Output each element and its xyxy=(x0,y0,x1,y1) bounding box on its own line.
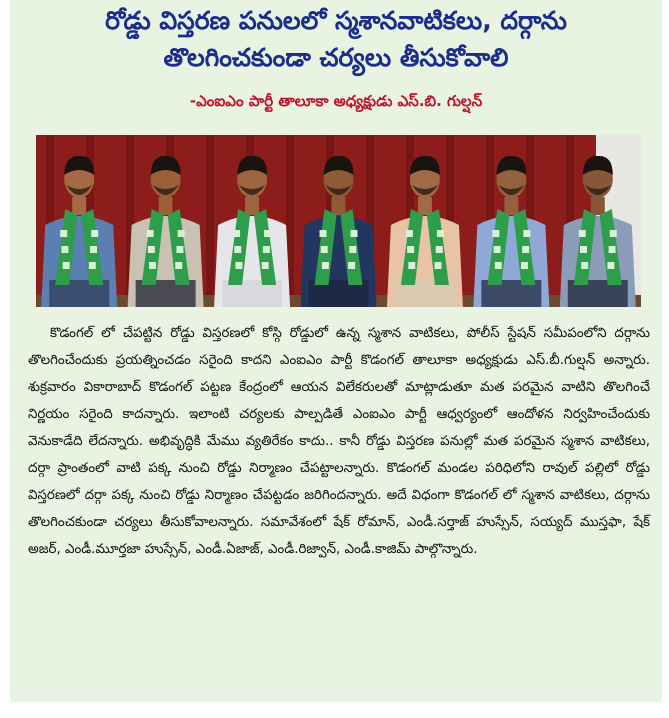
person-6-scarf-emblem xyxy=(523,230,530,237)
person-2-scarf-emblem xyxy=(176,246,183,253)
person-7-scarf-emblem xyxy=(607,262,614,269)
headline-line-2: తొలగించకుండా చర్యలు తీసుకోవాలి xyxy=(163,43,509,72)
person-3-scarf-emblem xyxy=(235,262,242,269)
person-2-scarf-emblem xyxy=(148,246,155,253)
person-4-scarf-emblem xyxy=(322,262,329,269)
person-3-neck xyxy=(245,197,259,215)
newspaper-clipping xyxy=(10,0,662,702)
person-2-neck xyxy=(159,197,173,215)
person-4-neck xyxy=(332,197,346,215)
article-body: కొడంగల్ లో చేపట్టిన రోడ్డు విస్తరణలో కోస్గి రోడ్డులో ఉన్న స్మశాన వాటికలు, పోలీస్ స్టేషన్ సమీపంలోని దర్గాను తొలగించేందుకు ప్రయత్నించడం సరైంది కాదని ఎంఐఎం పార్టీ కొడంగల్ తాలూకా అధ్యక్షుడు ఎస్.బీ.గుల్షన్ అన్నారు. శుక్రవారం వికారాబాద్ కొడంగల్ పట్టణ కేంద్రంలో ఆయన విలేకరులతో మాట్లాడుతూ మత పరమైన వాటిని తొలగించే నిర్ణయం సరైంది కాదన్నారు. ఇలాంటి చర్యలకు పాల్పడితే ఎంఐఎం పార్టీ ఆధ్వర్యంలో ఆందోళన నిర్వహించేందుకు వెనుకాడేది లేదన్నారు. అభివృద్ధికి మేము వ్యతిరేకం కాదు.. కానీ రోడ్డు విస్తరణ పనుల్లో మత పరమైన స్మశాన వాటికలు, దర్గా ప్రాంతంలో వాటి పక్క నుంచి రోడ్డు నిర్మాణం చేపట్టాలన్నారు. కొడంగల్ మండల పరిధిలోని రావుల్ పల్లిలో రోడ్డు విస్తరణలో దర్గా పక్క నుంచి రోడ్డు నిర్మాణం చేపట్టడం జరిగిందన్నారు. అదే విధంగా కొడంగల్ లో స్మశాన వాటికలు, దర్గాను తొలగించకుండా చర్యలు తీసుకోవాలన్నారు. సమావేశంలో షేక్ రోమాన్, ఎండీ.సర్తాజ్ హుస్సేన్, సయ్యద్ ముస్తఫా, షేక్ అజర్, ఎండీ.మూర్తజా హుస్సేన్, ఎండీ.ఏజాజ్, ఎండీ.రిజ్వాన్, ఎండీ.కాజిమ్ పాల్గొన్నారు. xyxy=(28,326,650,557)
person-4-scarf-emblem xyxy=(321,246,328,253)
person-4-scarf-emblem xyxy=(349,246,356,253)
person-5-neck xyxy=(418,197,432,215)
person-2-scarf-emblem xyxy=(147,230,154,237)
person-2-scarf-emblem xyxy=(175,262,182,269)
person-4-scarf-emblem xyxy=(351,230,358,237)
person-6-neck xyxy=(504,197,518,215)
person-6-scarf-emblem xyxy=(494,246,501,253)
person-5-scarf-emblem xyxy=(437,230,444,237)
person-5-scarf-emblem xyxy=(435,262,442,269)
person-1-scarf-emblem xyxy=(90,246,97,253)
person-4-scarf-emblem xyxy=(348,262,355,269)
person-3-scarf-emblem xyxy=(264,230,271,237)
person-5-scarf-emblem xyxy=(406,230,413,237)
person-1-scarf-emblem xyxy=(60,230,67,237)
person-7-scarf-emblem xyxy=(581,262,588,269)
person-7-scarf-emblem xyxy=(610,230,617,237)
person-1-scarf-emblem xyxy=(63,262,70,269)
curtain-fold xyxy=(206,135,214,307)
person-1-scarf-emblem xyxy=(89,262,96,269)
byline: -ఎంఐఎం పార్టీ తాలూకా అధ్యక్షుడు ఎస్.బి. గుల్షన్ xyxy=(189,92,483,110)
person-5-scarf-emblem xyxy=(436,246,443,253)
person-7-scarf-emblem xyxy=(580,246,587,253)
person-1-neck xyxy=(72,197,86,215)
person-3-scarf-emblem xyxy=(234,246,241,253)
headline xyxy=(10,2,662,76)
person-5-scarf-emblem xyxy=(408,262,415,269)
person-2-scarf-emblem xyxy=(149,262,156,269)
person-6-scarf-emblem xyxy=(495,262,502,269)
group-photo xyxy=(36,135,641,307)
person-3-scarf-emblem xyxy=(233,230,240,237)
person-4-scarf-emblem xyxy=(320,230,327,237)
person-7-neck xyxy=(591,197,605,215)
person-3-scarf-emblem xyxy=(263,246,270,253)
person-6-scarf-emblem xyxy=(522,246,529,253)
person-7-scarf-emblem xyxy=(609,246,616,253)
person-6-scarf-emblem xyxy=(521,262,528,269)
person-1-scarf-emblem xyxy=(91,230,98,237)
person-2-scarf-emblem xyxy=(178,230,185,237)
headline-line-1: రోడ్డు విస్తరణ పనులలో స్మశానవాటికలు, దర్గాను xyxy=(105,6,567,35)
person-6-scarf-emblem xyxy=(492,230,499,237)
person-3-scarf-emblem xyxy=(262,262,269,269)
person-5-scarf-emblem xyxy=(407,246,414,253)
person-7-scarf-emblem xyxy=(579,230,586,237)
person-1-scarf-emblem xyxy=(61,246,68,253)
